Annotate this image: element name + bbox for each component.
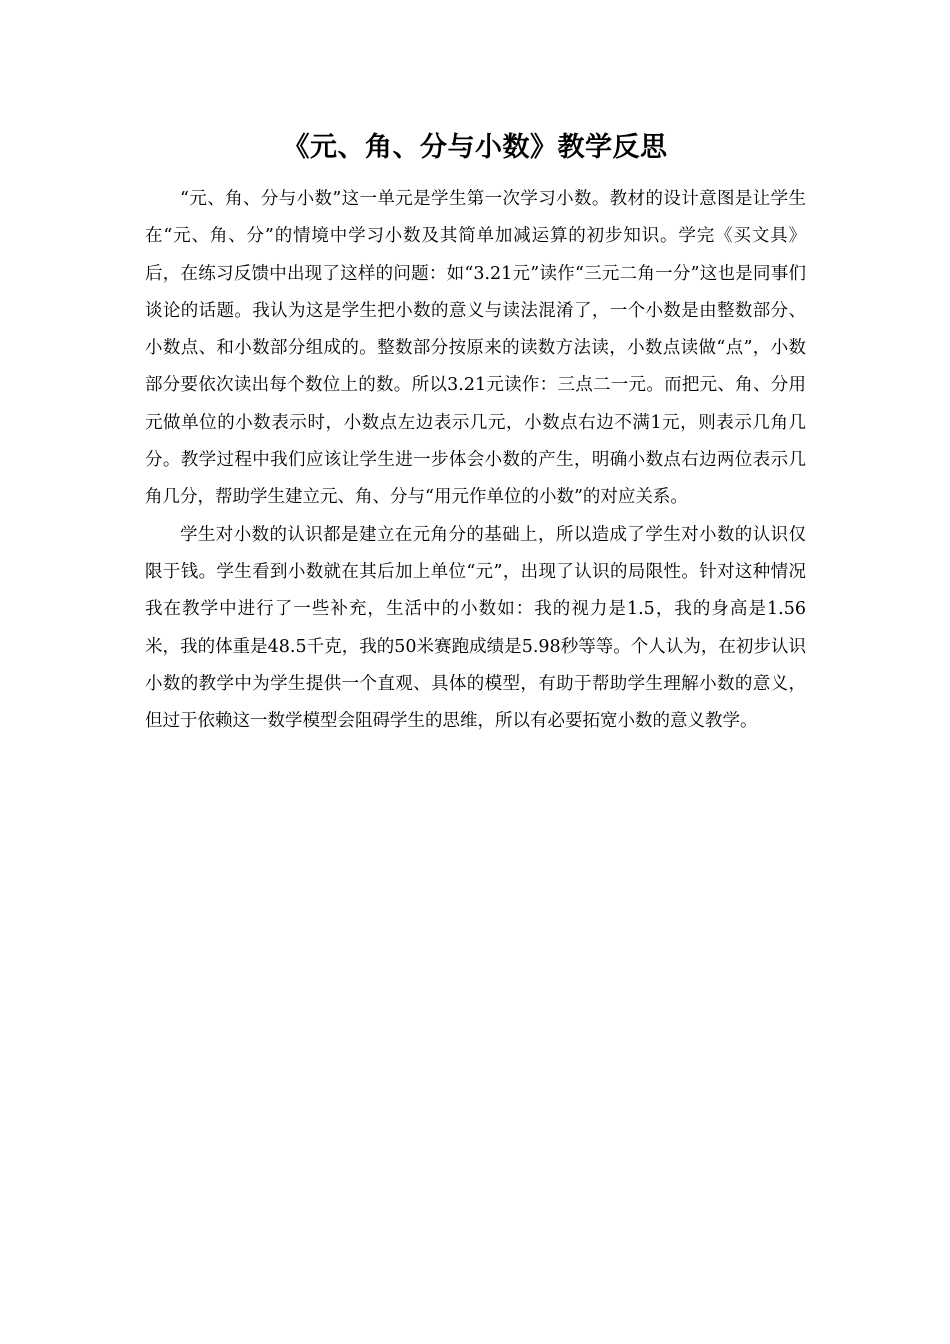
document-body <box>145 181 806 740</box>
paragraph-1: “元、角、分与小数”这一单元是学生第一次学习小数。教材的设计意图是让学生在“元、角、分”的情境中学习小数及其简单加减运算的初步知识。学完《买文具》后，在练习反馈中出现了这样的问题：如“3.21元”读作“三元二角一分”这也是同事们谈论的话题。我认为这是学生把小数的意义与读法混淆了，一个小数是由整数部分、小数点、和小数部分组成的。整数部分按原来的读数方法读，小数点读做“点”，小数部分要依次读出每个数位上的数。所以3.21元读作：三点二一元。而把元、角、分用元做单位的小数表示时，小数点左边表示几元，小数点右边不满1元，则表示几角几分。教学过程中我们应该让学生进一步体会小数的产生，明确小数点右边两位表示几角几分，帮助学生建立元、角、分与“用元作单位的小数”的对应关系。 <box>145 189 806 508</box>
document-title: 《元、角、分与小数》教学反思 <box>282 132 668 163</box>
paragraph-2: 学生对小数的认识都是建立在元角分的基础上，所以造成了学生对小数的认识仅限于钱。学生看到小数就在其后加上单位“元”，出现了认识的局限性。针对这种情况我在教学中进行了一些补充，生活中的小数如：我的视力是1.5，我的身高是1.56米，我的体重是48.5千克，我的50米赛跑成绩是5.98秒等等。个人认为，在初步认识小数的教学中为学生提供一个直观、具体的模型，有助于帮助学生理解小数的意义，但过于依赖这一数学模型会阻碍学生的思维，所以有必要拓宽小数的意义教学。 <box>145 524 806 732</box>
